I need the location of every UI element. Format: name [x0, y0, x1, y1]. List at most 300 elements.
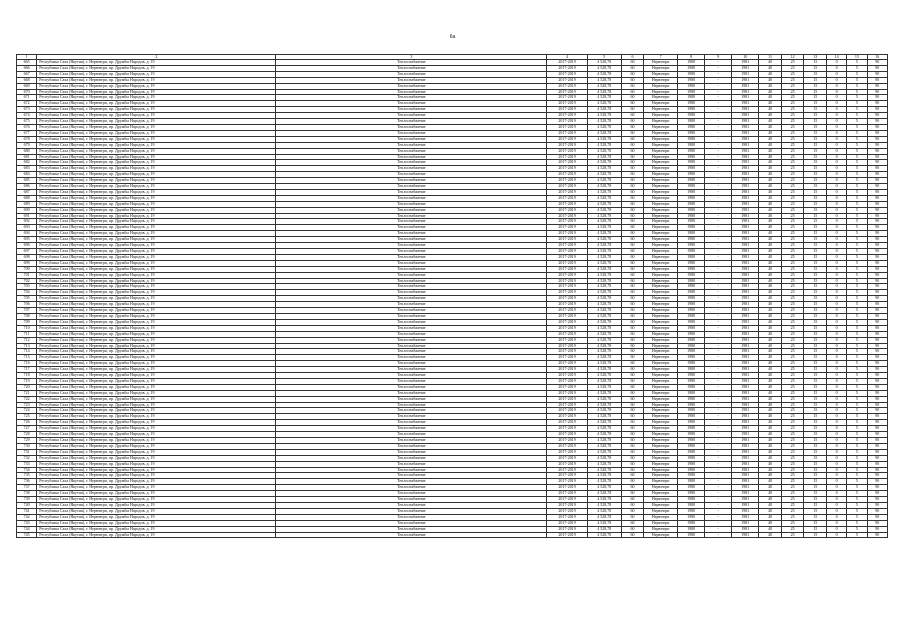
cell-col9: -	[705, 502, 732, 508]
cell-col15: 5	[847, 438, 867, 444]
cell-col10: 1981	[732, 195, 759, 201]
cell-year-built: 1980	[678, 514, 705, 520]
register-table	[16, 54, 888, 538]
cell-period: 2017-2019	[547, 467, 588, 473]
cell-work-type: Теплоснабжение	[276, 438, 547, 444]
cell-year-built: 1980	[678, 390, 705, 396]
cell-col16: 90	[867, 343, 887, 349]
cell-cost: 4 528,78	[587, 148, 621, 154]
cell-col9: -	[705, 278, 732, 284]
cell-year-built: 1980	[678, 302, 705, 308]
cell-city: Нерюнгри	[644, 189, 678, 195]
cell-work-type: Теплоснабжение	[276, 71, 547, 77]
cell-address: Республика Саха (Якутия), г. Нерюнгри, пр. Дружбы Народов, д. 19	[37, 113, 276, 119]
cell-col12: 25	[781, 497, 804, 503]
cell-col10: 1981	[732, 373, 759, 379]
cell-col14: 0	[826, 414, 846, 420]
cell-col11: 40	[759, 260, 782, 266]
cell-city: Нерюнгри	[644, 77, 678, 83]
cell-col10: 1981	[732, 89, 759, 95]
cell-col14: 0	[826, 130, 846, 136]
cell-col9: -	[705, 207, 732, 213]
cell-col10: 1981	[732, 148, 759, 154]
cell-col15: 5	[847, 266, 867, 272]
cell-col11: 40	[759, 136, 782, 142]
cell-col10: 1981	[732, 272, 759, 278]
cell-col14: 0	[826, 101, 846, 107]
cell-col14: 0	[826, 361, 846, 367]
cell-col10: 1981	[732, 207, 759, 213]
cell-city: Нерюнгри	[644, 201, 678, 207]
cell-cost: 4 528,78	[587, 373, 621, 379]
cell-col12: 25	[781, 266, 804, 272]
cell-city: Нерюнгри	[644, 343, 678, 349]
cell-col16: 90	[867, 302, 887, 308]
cell-col16: 90	[867, 201, 887, 207]
cell-col11: 40	[759, 124, 782, 130]
cell-work-type: Теплоснабжение	[276, 154, 547, 160]
cell-period: 2017-2019	[547, 83, 588, 89]
row-number: 726	[17, 420, 37, 426]
cell-city: Нерюнгри	[644, 302, 678, 308]
cell-work-type: Теплоснабжение	[276, 308, 547, 314]
row-number: 743	[17, 520, 37, 526]
cell-col16: 90	[867, 213, 887, 219]
cell-address: Республика Саха (Якутия), г. Нерюнгри, пр. Дружбы Народов, д. 19	[37, 485, 276, 491]
cell-col12: 25	[781, 219, 804, 225]
cell-cost: 4 528,78	[587, 467, 621, 473]
cell-col6: 60	[621, 378, 644, 384]
cell-col12: 25	[781, 373, 804, 379]
cell-col12: 25	[781, 355, 804, 361]
cell-work-type: Теплоснабжение	[276, 249, 547, 255]
cell-col14: 0	[826, 272, 846, 278]
cell-col10: 1981	[732, 119, 759, 125]
cell-col12: 25	[781, 113, 804, 119]
cell-col6: 60	[621, 367, 644, 373]
cell-city: Нерюнгри	[644, 526, 678, 532]
cell-col11: 40	[759, 390, 782, 396]
cell-col15: 5	[847, 166, 867, 172]
cell-cost: 4 528,78	[587, 526, 621, 532]
cell-col12: 25	[781, 260, 804, 266]
cell-col15: 5	[847, 373, 867, 379]
cell-col10: 1981	[732, 355, 759, 361]
cell-col13: 15	[804, 319, 827, 325]
cell-col14: 0	[826, 219, 846, 225]
cell-col13: 15	[804, 467, 827, 473]
cell-col16: 90	[867, 479, 887, 485]
row-number: 678	[17, 136, 37, 142]
row-number: 709	[17, 319, 37, 325]
row-number: 687	[17, 189, 37, 195]
cell-year-built: 1980	[678, 95, 705, 101]
cell-col6: 60	[621, 231, 644, 237]
cell-year-built: 1980	[678, 60, 705, 66]
cell-col15: 5	[847, 414, 867, 420]
cell-col15: 5	[847, 107, 867, 113]
cell-col14: 0	[826, 402, 846, 408]
cell-col13: 15	[804, 142, 827, 148]
cell-city: Нерюнгри	[644, 266, 678, 272]
cell-work-type: Теплоснабжение	[276, 237, 547, 243]
cell-cost: 4 528,78	[587, 302, 621, 308]
cell-col9: -	[705, 160, 732, 166]
cell-col14: 0	[826, 384, 846, 390]
cell-col14: 0	[826, 296, 846, 302]
cell-city: Нерюнгри	[644, 113, 678, 119]
cell-col11: 40	[759, 361, 782, 367]
cell-col16: 90	[867, 325, 887, 331]
cell-col12: 25	[781, 249, 804, 255]
cell-year-built: 1980	[678, 237, 705, 243]
cell-col10: 1981	[732, 467, 759, 473]
cell-col15: 5	[847, 408, 867, 414]
cell-address: Республика Саха (Якутия), г. Нерюнгри, пр. Дружбы Народов, д. 19	[37, 154, 276, 160]
cell-col15: 5	[847, 532, 867, 538]
cell-address: Республика Саха (Якутия), г. Нерюнгри, пр. Дружбы Народов, д. 19	[37, 491, 276, 497]
cell-col15: 5	[847, 95, 867, 101]
cell-col10: 1981	[732, 71, 759, 77]
cell-col9: -	[705, 77, 732, 83]
cell-cost: 4 528,78	[587, 325, 621, 331]
cell-col12: 25	[781, 491, 804, 497]
cell-cost: 4 528,78	[587, 443, 621, 449]
cell-col16: 90	[867, 373, 887, 379]
cell-cost: 4 528,78	[587, 119, 621, 125]
cell-work-type: Теплоснабжение	[276, 113, 547, 119]
cell-cost: 4 528,78	[587, 343, 621, 349]
cell-col15: 5	[847, 231, 867, 237]
cell-city: Нерюнгри	[644, 231, 678, 237]
cell-col15: 5	[847, 390, 867, 396]
cell-col15: 5	[847, 237, 867, 243]
cell-period: 2017-2019	[547, 532, 588, 538]
cell-col6: 60	[621, 296, 644, 302]
row-number: 741	[17, 508, 37, 514]
cell-cost: 4 528,78	[587, 408, 621, 414]
cell-col11: 40	[759, 331, 782, 337]
cell-col13: 15	[804, 266, 827, 272]
cell-period: 2017-2019	[547, 432, 588, 438]
row-number: 699	[17, 260, 37, 266]
cell-col14: 0	[826, 467, 846, 473]
cell-period: 2017-2019	[547, 148, 588, 154]
cell-col14: 0	[826, 254, 846, 260]
cell-col16: 90	[867, 154, 887, 160]
cell-work-type: Теплоснабжение	[276, 473, 547, 479]
cell-col13: 15	[804, 178, 827, 184]
cell-col10: 1981	[732, 254, 759, 260]
cell-col13: 15	[804, 249, 827, 255]
cell-city: Нерюнгри	[644, 237, 678, 243]
cell-work-type: Теплоснабжение	[276, 243, 547, 249]
cell-address: Республика Саха (Якутия), г. Нерюнгри, пр. Дружбы Народов, д. 19	[37, 432, 276, 438]
cell-cost: 4 528,78	[587, 160, 621, 166]
cell-col16: 90	[867, 254, 887, 260]
cell-col9: -	[705, 408, 732, 414]
cell-col12: 25	[781, 272, 804, 278]
cell-col11: 40	[759, 172, 782, 178]
cell-city: Нерюнгри	[644, 384, 678, 390]
cell-col9: -	[705, 237, 732, 243]
cell-col11: 40	[759, 119, 782, 125]
cell-year-built: 1980	[678, 479, 705, 485]
cell-col13: 15	[804, 508, 827, 514]
cell-col9: -	[705, 243, 732, 249]
cell-col13: 15	[804, 296, 827, 302]
cell-cost: 4 528,78	[587, 461, 621, 467]
cell-col15: 5	[847, 313, 867, 319]
cell-period: 2017-2019	[547, 402, 588, 408]
cell-col11: 40	[759, 355, 782, 361]
cell-period: 2017-2019	[547, 290, 588, 296]
cell-address: Республика Саха (Якутия), г. Нерюнгри, пр. Дружбы Народов, д. 19	[37, 77, 276, 83]
cell-col12: 25	[781, 290, 804, 296]
cell-col13: 15	[804, 402, 827, 408]
cell-year-built: 1980	[678, 213, 705, 219]
row-number: 704	[17, 290, 37, 296]
row-number: 721	[17, 390, 37, 396]
cell-col12: 25	[781, 77, 804, 83]
cell-col16: 90	[867, 367, 887, 373]
cell-col14: 0	[826, 107, 846, 113]
cell-col6: 60	[621, 497, 644, 503]
cell-col10: 1981	[732, 414, 759, 420]
cell-period: 2017-2019	[547, 367, 588, 373]
cell-col10: 1981	[732, 178, 759, 184]
cell-col14: 0	[826, 443, 846, 449]
cell-col12: 25	[781, 142, 804, 148]
cell-col13: 15	[804, 461, 827, 467]
cell-period: 2017-2019	[547, 378, 588, 384]
cell-col11: 40	[759, 189, 782, 195]
cell-col13: 15	[804, 473, 827, 479]
cell-work-type: Теплоснабжение	[276, 343, 547, 349]
cell-col12: 25	[781, 195, 804, 201]
cell-col10: 1981	[732, 349, 759, 355]
cell-address: Республика Саха (Якутия), г. Нерюнгри, пр. Дружбы Народов, д. 19	[37, 502, 276, 508]
cell-col13: 15	[804, 113, 827, 119]
column-header: 4	[547, 55, 588, 60]
cell-col16: 90	[867, 497, 887, 503]
cell-col16: 90	[867, 526, 887, 532]
cell-col10: 1981	[732, 95, 759, 101]
cell-col13: 15	[804, 213, 827, 219]
cell-col16: 90	[867, 402, 887, 408]
cell-city: Нерюнгри	[644, 65, 678, 71]
cell-address: Республика Саха (Якутия), г. Нерюнгри, пр. Дружбы Народов, д. 19	[37, 142, 276, 148]
cell-col15: 5	[847, 467, 867, 473]
cell-cost: 4 528,78	[587, 414, 621, 420]
cell-col6: 60	[621, 130, 644, 136]
cell-col13: 15	[804, 514, 827, 520]
row-number: 701	[17, 272, 37, 278]
cell-col12: 25	[781, 89, 804, 95]
cell-col13: 15	[804, 189, 827, 195]
cell-address: Республика Саха (Якутия), г. Нерюнгри, пр. Дружбы Народов, д. 19	[37, 390, 276, 396]
cell-col6: 60	[621, 260, 644, 266]
cell-col15: 5	[847, 302, 867, 308]
cell-col14: 0	[826, 308, 846, 314]
cell-col6: 60	[621, 532, 644, 538]
cell-year-built: 1980	[678, 449, 705, 455]
cell-col15: 5	[847, 319, 867, 325]
cell-col16: 90	[867, 124, 887, 130]
cell-col11: 40	[759, 408, 782, 414]
cell-cost: 4 528,78	[587, 195, 621, 201]
cell-city: Нерюнгри	[644, 124, 678, 130]
cell-city: Нерюнгри	[644, 455, 678, 461]
cell-city: Нерюнгри	[644, 449, 678, 455]
cell-col15: 5	[847, 249, 867, 255]
cell-city: Нерюнгри	[644, 349, 678, 355]
cell-col10: 1981	[732, 337, 759, 343]
cell-col10: 1981	[732, 219, 759, 225]
cell-col13: 15	[804, 130, 827, 136]
cell-col16: 90	[867, 148, 887, 154]
cell-col10: 1981	[732, 201, 759, 207]
cell-col12: 25	[781, 154, 804, 160]
cell-work-type: Теплоснабжение	[276, 225, 547, 231]
row-number: 725	[17, 414, 37, 420]
cell-work-type: Теплоснабжение	[276, 355, 547, 361]
cell-col15: 5	[847, 502, 867, 508]
cell-col14: 0	[826, 243, 846, 249]
cell-city: Нерюнгри	[644, 290, 678, 296]
cell-col15: 5	[847, 520, 867, 526]
cell-year-built: 1980	[678, 130, 705, 136]
cell-year-built: 1980	[678, 136, 705, 142]
row-number: 695	[17, 237, 37, 243]
cell-work-type: Теплоснабжение	[276, 449, 547, 455]
cell-col6: 60	[621, 195, 644, 201]
cell-col14: 0	[826, 502, 846, 508]
cell-city: Нерюнгри	[644, 213, 678, 219]
cell-col13: 15	[804, 502, 827, 508]
cell-cost: 4 528,78	[587, 201, 621, 207]
cell-address: Республика Саха (Якутия), г. Нерюнгри, пр. Дружбы Народов, д. 19	[37, 101, 276, 107]
cell-cost: 4 528,78	[587, 361, 621, 367]
cell-col13: 15	[804, 331, 827, 337]
cell-work-type: Теплоснабжение	[276, 136, 547, 142]
cell-col6: 60	[621, 184, 644, 190]
cell-cost: 4 528,78	[587, 502, 621, 508]
cell-year-built: 1980	[678, 337, 705, 343]
cell-col13: 15	[804, 124, 827, 130]
cell-col13: 15	[804, 77, 827, 83]
cell-period: 2017-2019	[547, 95, 588, 101]
cell-col6: 60	[621, 502, 644, 508]
cell-col9: -	[705, 130, 732, 136]
cell-col9: -	[705, 284, 732, 290]
cell-cost: 4 528,78	[587, 367, 621, 373]
cell-year-built: 1980	[678, 343, 705, 349]
cell-city: Нерюнгри	[644, 396, 678, 402]
cell-col10: 1981	[732, 249, 759, 255]
cell-col9: -	[705, 83, 732, 89]
cell-period: 2017-2019	[547, 213, 588, 219]
cell-col6: 60	[621, 284, 644, 290]
cell-col9: -	[705, 213, 732, 219]
cell-col14: 0	[826, 71, 846, 77]
cell-col14: 0	[826, 184, 846, 190]
cell-col14: 0	[826, 172, 846, 178]
cell-col14: 0	[826, 497, 846, 503]
cell-year-built: 1980	[678, 83, 705, 89]
cell-city: Нерюнгри	[644, 284, 678, 290]
row-number: 710	[17, 325, 37, 331]
cell-col14: 0	[826, 260, 846, 266]
cell-col16: 90	[867, 491, 887, 497]
cell-col9: -	[705, 136, 732, 142]
cell-address: Республика Саха (Якутия), г. Нерюнгри, пр. Дружбы Народов, д. 19	[37, 455, 276, 461]
cell-col15: 5	[847, 260, 867, 266]
cell-col12: 25	[781, 438, 804, 444]
cell-col14: 0	[826, 302, 846, 308]
cell-col11: 40	[759, 201, 782, 207]
cell-col13: 15	[804, 302, 827, 308]
cell-col15: 5	[847, 77, 867, 83]
cell-address: Республика Саха (Якутия), г. Нерюнгри, пр. Дружбы Народов, д. 19	[37, 296, 276, 302]
column-header: 7	[644, 55, 678, 60]
cell-col11: 40	[759, 455, 782, 461]
cell-address: Республика Саха (Якутия), г. Нерюнгри, пр. Дружбы Народов, д. 19	[37, 508, 276, 514]
cell-work-type: Теплоснабжение	[276, 195, 547, 201]
cell-work-type: Теплоснабжение	[276, 101, 547, 107]
cell-col13: 15	[804, 231, 827, 237]
cell-col11: 40	[759, 497, 782, 503]
cell-col10: 1981	[732, 443, 759, 449]
cell-city: Нерюнгри	[644, 172, 678, 178]
cell-cost: 4 528,78	[587, 249, 621, 255]
cell-col9: -	[705, 60, 732, 66]
cell-period: 2017-2019	[547, 349, 588, 355]
cell-year-built: 1980	[678, 148, 705, 154]
cell-col12: 25	[781, 485, 804, 491]
cell-col11: 40	[759, 473, 782, 479]
cell-cost: 4 528,78	[587, 178, 621, 184]
cell-col16: 90	[867, 296, 887, 302]
cell-address: Республика Саха (Якутия), г. Нерюнгри, пр. Дружбы Народов, д. 19	[37, 237, 276, 243]
cell-col6: 60	[621, 384, 644, 390]
cell-address: Республика Саха (Якутия), г. Нерюнгри, пр. Дружбы Народов, д. 19	[37, 83, 276, 89]
cell-col11: 40	[759, 443, 782, 449]
cell-col13: 15	[804, 225, 827, 231]
cell-work-type: Теплоснабжение	[276, 219, 547, 225]
cell-col14: 0	[826, 237, 846, 243]
cell-col9: -	[705, 455, 732, 461]
cell-col6: 60	[621, 396, 644, 402]
cell-period: 2017-2019	[547, 166, 588, 172]
cell-address: Республика Саха (Якутия), г. Нерюнгри, пр. Дружбы Народов, д. 19	[37, 160, 276, 166]
cell-address: Республика Саха (Якутия), г. Нерюнгри, пр. Дружбы Народов, д. 19	[37, 443, 276, 449]
cell-col11: 40	[759, 485, 782, 491]
cell-col13: 15	[804, 426, 827, 432]
cell-col10: 1981	[732, 426, 759, 432]
cell-address: Республика Саха (Якутия), г. Нерюнгри, пр. Дружбы Народов, д. 19	[37, 361, 276, 367]
column-header: 15	[847, 55, 867, 60]
cell-col13: 15	[804, 355, 827, 361]
cell-col9: -	[705, 254, 732, 260]
cell-col11: 40	[759, 231, 782, 237]
row-number: 694	[17, 231, 37, 237]
cell-year-built: 1980	[678, 119, 705, 125]
cell-period: 2017-2019	[547, 296, 588, 302]
cell-city: Нерюнгри	[644, 508, 678, 514]
cell-city: Нерюнгри	[644, 361, 678, 367]
cell-col13: 15	[804, 532, 827, 538]
